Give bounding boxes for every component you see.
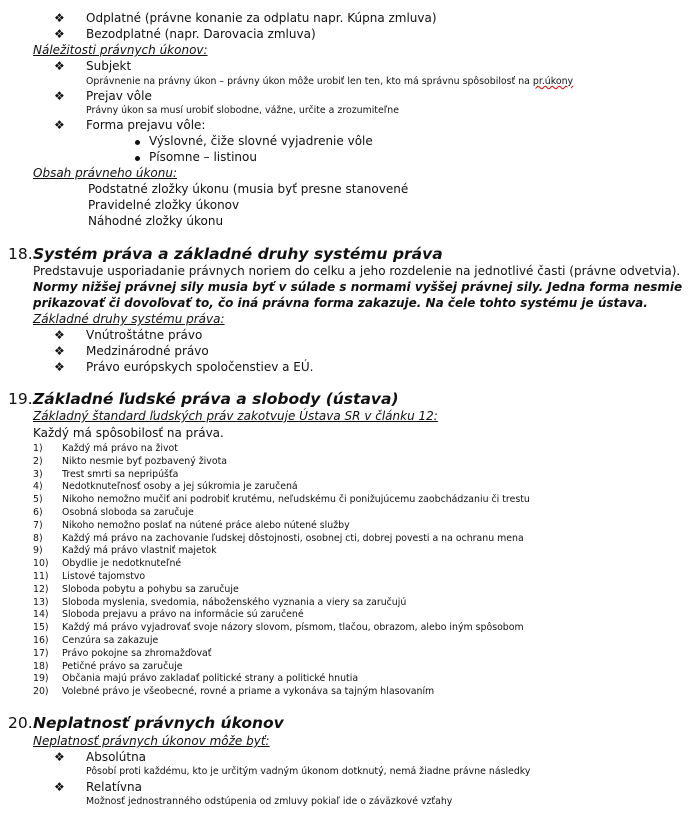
list-item: Nikoho nemožno poslať na nútené práce alebo nútené služby [62, 520, 350, 531]
list-item: Forma prejavu vôle: [86, 118, 206, 132]
list-number: 4) [33, 481, 43, 492]
list-item: Prejav vôle [86, 89, 152, 103]
list-item: Volebné právo je všeobecné, rovné a priame a vykonáva sa tajným hlasovaním [62, 686, 435, 697]
list-item: Nikoho nemožno mučiť ani podrobiť krutému, neľudskému či ponižujúcemu zaobchádzaniu či trestu [62, 494, 530, 505]
section-heading: Základné ľudské práva a slobody (ústava) [33, 390, 399, 408]
subheading: Základný štandard ľudských práv zakotvuje Ústava SR v článku 12: [33, 409, 438, 423]
subheading: Základné druhy systému práva: [33, 312, 225, 326]
list-item: Každý má právo vyjadrovať svoje názory slovom, písmom, tlačou, obrazom, alebo iným spôsobom [62, 622, 524, 633]
list-item: Subjekt [86, 59, 132, 73]
list-number: 17) [33, 648, 49, 659]
subheading: Obsah právneho úkonu: [33, 166, 177, 180]
text-line: Náhodné zložky úkonu [88, 214, 224, 228]
diamond-bullet-icon: ❖ [54, 360, 65, 374]
list-item: Odplatné (právne konanie za odplatu napr. Kúpna zmluva) [86, 11, 437, 25]
list-item: Právo pokojne sa zhromažďovať [62, 648, 212, 659]
text-line: Pravidelné zložky úkonov [88, 198, 240, 212]
diamond-bullet-icon: ❖ [54, 11, 65, 25]
list-item: Listové tajomstvo [62, 571, 146, 582]
list-number: 13) [33, 597, 49, 608]
list-number: 3) [33, 469, 43, 480]
list-number: 10) [33, 558, 49, 569]
list-item: Relatívna [86, 780, 142, 794]
list-item: Každý má právo na zachovanie ľudskej dôstojnosti, osobnej cti, dobrej povesti a na ochranu mena [62, 533, 524, 544]
list-item: Obydlie je nedotknuteľné [62, 558, 182, 569]
text-line: Každý má spôsobilosť na práva. [33, 426, 224, 440]
subheading: Neplatnosť právnych úkonov môže byť: [33, 734, 270, 748]
list-item: Trest smrti sa nepripúšťa [62, 469, 179, 480]
list-number: 19) [33, 673, 49, 684]
list-number: 6) [33, 507, 43, 518]
list-item: Cenzúra sa zakazuje [62, 635, 159, 646]
section-heading: Systém práva a základné druhy systému práva [33, 245, 443, 263]
list-item: Vnútroštátne právo [86, 328, 203, 342]
section-number: 20. [8, 714, 33, 732]
diamond-bullet-icon: ❖ [54, 118, 65, 132]
diamond-bullet-icon: ❖ [54, 89, 65, 103]
list-item: Každý má právo vlastniť majetok [62, 545, 217, 556]
list-item: Právo európskych spoločenstiev a EÚ. [86, 360, 314, 374]
list-item: Sloboda myslenia, svedomia, náboženského vyznania a viery sa zaručujú [62, 597, 407, 608]
text-line: Podstatné zložky úkonu (musia byť presne stanovené [88, 182, 409, 196]
item-description: Pôsobí proti každému, kto je určitým vadným úkonom dotknutý, nemá žiadne právne následky [86, 766, 531, 777]
diamond-bullet-icon: ❖ [54, 27, 65, 41]
section-number: 18. [8, 245, 33, 263]
diamond-bullet-icon: ❖ [54, 750, 65, 764]
list-number: 5) [33, 494, 43, 505]
item-description: Oprávnenie na právny úkon – právny úkon môže urobiť len ten, kto má správnu spôsobilosť na pr.úkony [86, 76, 574, 87]
diamond-bullet-icon: ❖ [54, 344, 65, 358]
list-item: Petičné právo sa zaručuje [62, 661, 183, 672]
subheading: Náležitosti právnych úkonov: [33, 43, 208, 57]
paragraph-line: Normy nižšej právnej sily musia byť v súlade s normami vyššej právnej sily. Jedna forma nesmie [33, 280, 683, 294]
list-number: 8) [33, 533, 43, 544]
list-item: Absolútna [86, 750, 147, 764]
item-description: Právny úkon sa musí urobiť slobodne, vážne, určite a zrozumiteľne [86, 105, 399, 116]
list-number: 11) [33, 571, 49, 582]
diamond-bullet-icon: ❖ [54, 59, 65, 73]
list-number: 14) [33, 609, 49, 620]
list-number: 18) [33, 661, 49, 672]
list-item: Bezodplatné (napr. Darovacia zmluva) [86, 27, 316, 41]
list-item: Medzinárodné právo [86, 344, 209, 358]
list-number: 15) [33, 622, 49, 633]
list-number: 1) [33, 443, 43, 454]
list-item: Sloboda pobytu a pohybu sa zaručuje [62, 584, 239, 595]
diamond-bullet-icon: ❖ [54, 780, 65, 794]
list-item: Nedotknuteľnosť osoby a jej súkromia je zaručená [62, 481, 298, 492]
paragraph-line: Predstavuje usporiadanie právnych noriem do celku a jeho rozdelenie na jednotlivé časti (právne odvetvia). [33, 264, 681, 278]
section-number: 19. [8, 390, 33, 408]
list-number: 9) [33, 545, 43, 556]
list-item: Sloboda prejavu a právo na informácie sú zaručené [62, 609, 304, 620]
section-heading: Neplatnosť právnych úkonov [33, 714, 284, 732]
list-number: 16) [33, 635, 49, 646]
bullet-dot-icon [135, 140, 140, 145]
bullet-dot-icon [135, 156, 140, 161]
list-item: Každý má právo na život [62, 443, 178, 454]
list-item: Občania majú právo zakladať politické strany a politické hnutia [62, 673, 359, 684]
list-item: Osobná sloboda sa zaručuje [62, 507, 194, 518]
list-number: 20) [33, 686, 49, 697]
item-description: Možnosť jednostranného odstúpenia od zmluvy pokiaľ ide o záväzkové vzťahy [86, 796, 453, 807]
list-item: Písomne – listinou [149, 150, 257, 164]
list-item: Nikto nesmie byť pozbavený života [62, 456, 227, 467]
list-number: 2) [33, 456, 43, 467]
paragraph-line: prikazovať či dovoľovať to, čo iná právna forma zakazuje. Na čele tohto systému je ústava. [33, 296, 648, 310]
list-item: Výslovné, čiže slovné vyjadrenie vôle [149, 134, 373, 148]
diamond-bullet-icon: ❖ [54, 328, 65, 342]
list-number: 7) [33, 520, 43, 531]
list-number: 12) [33, 584, 49, 595]
